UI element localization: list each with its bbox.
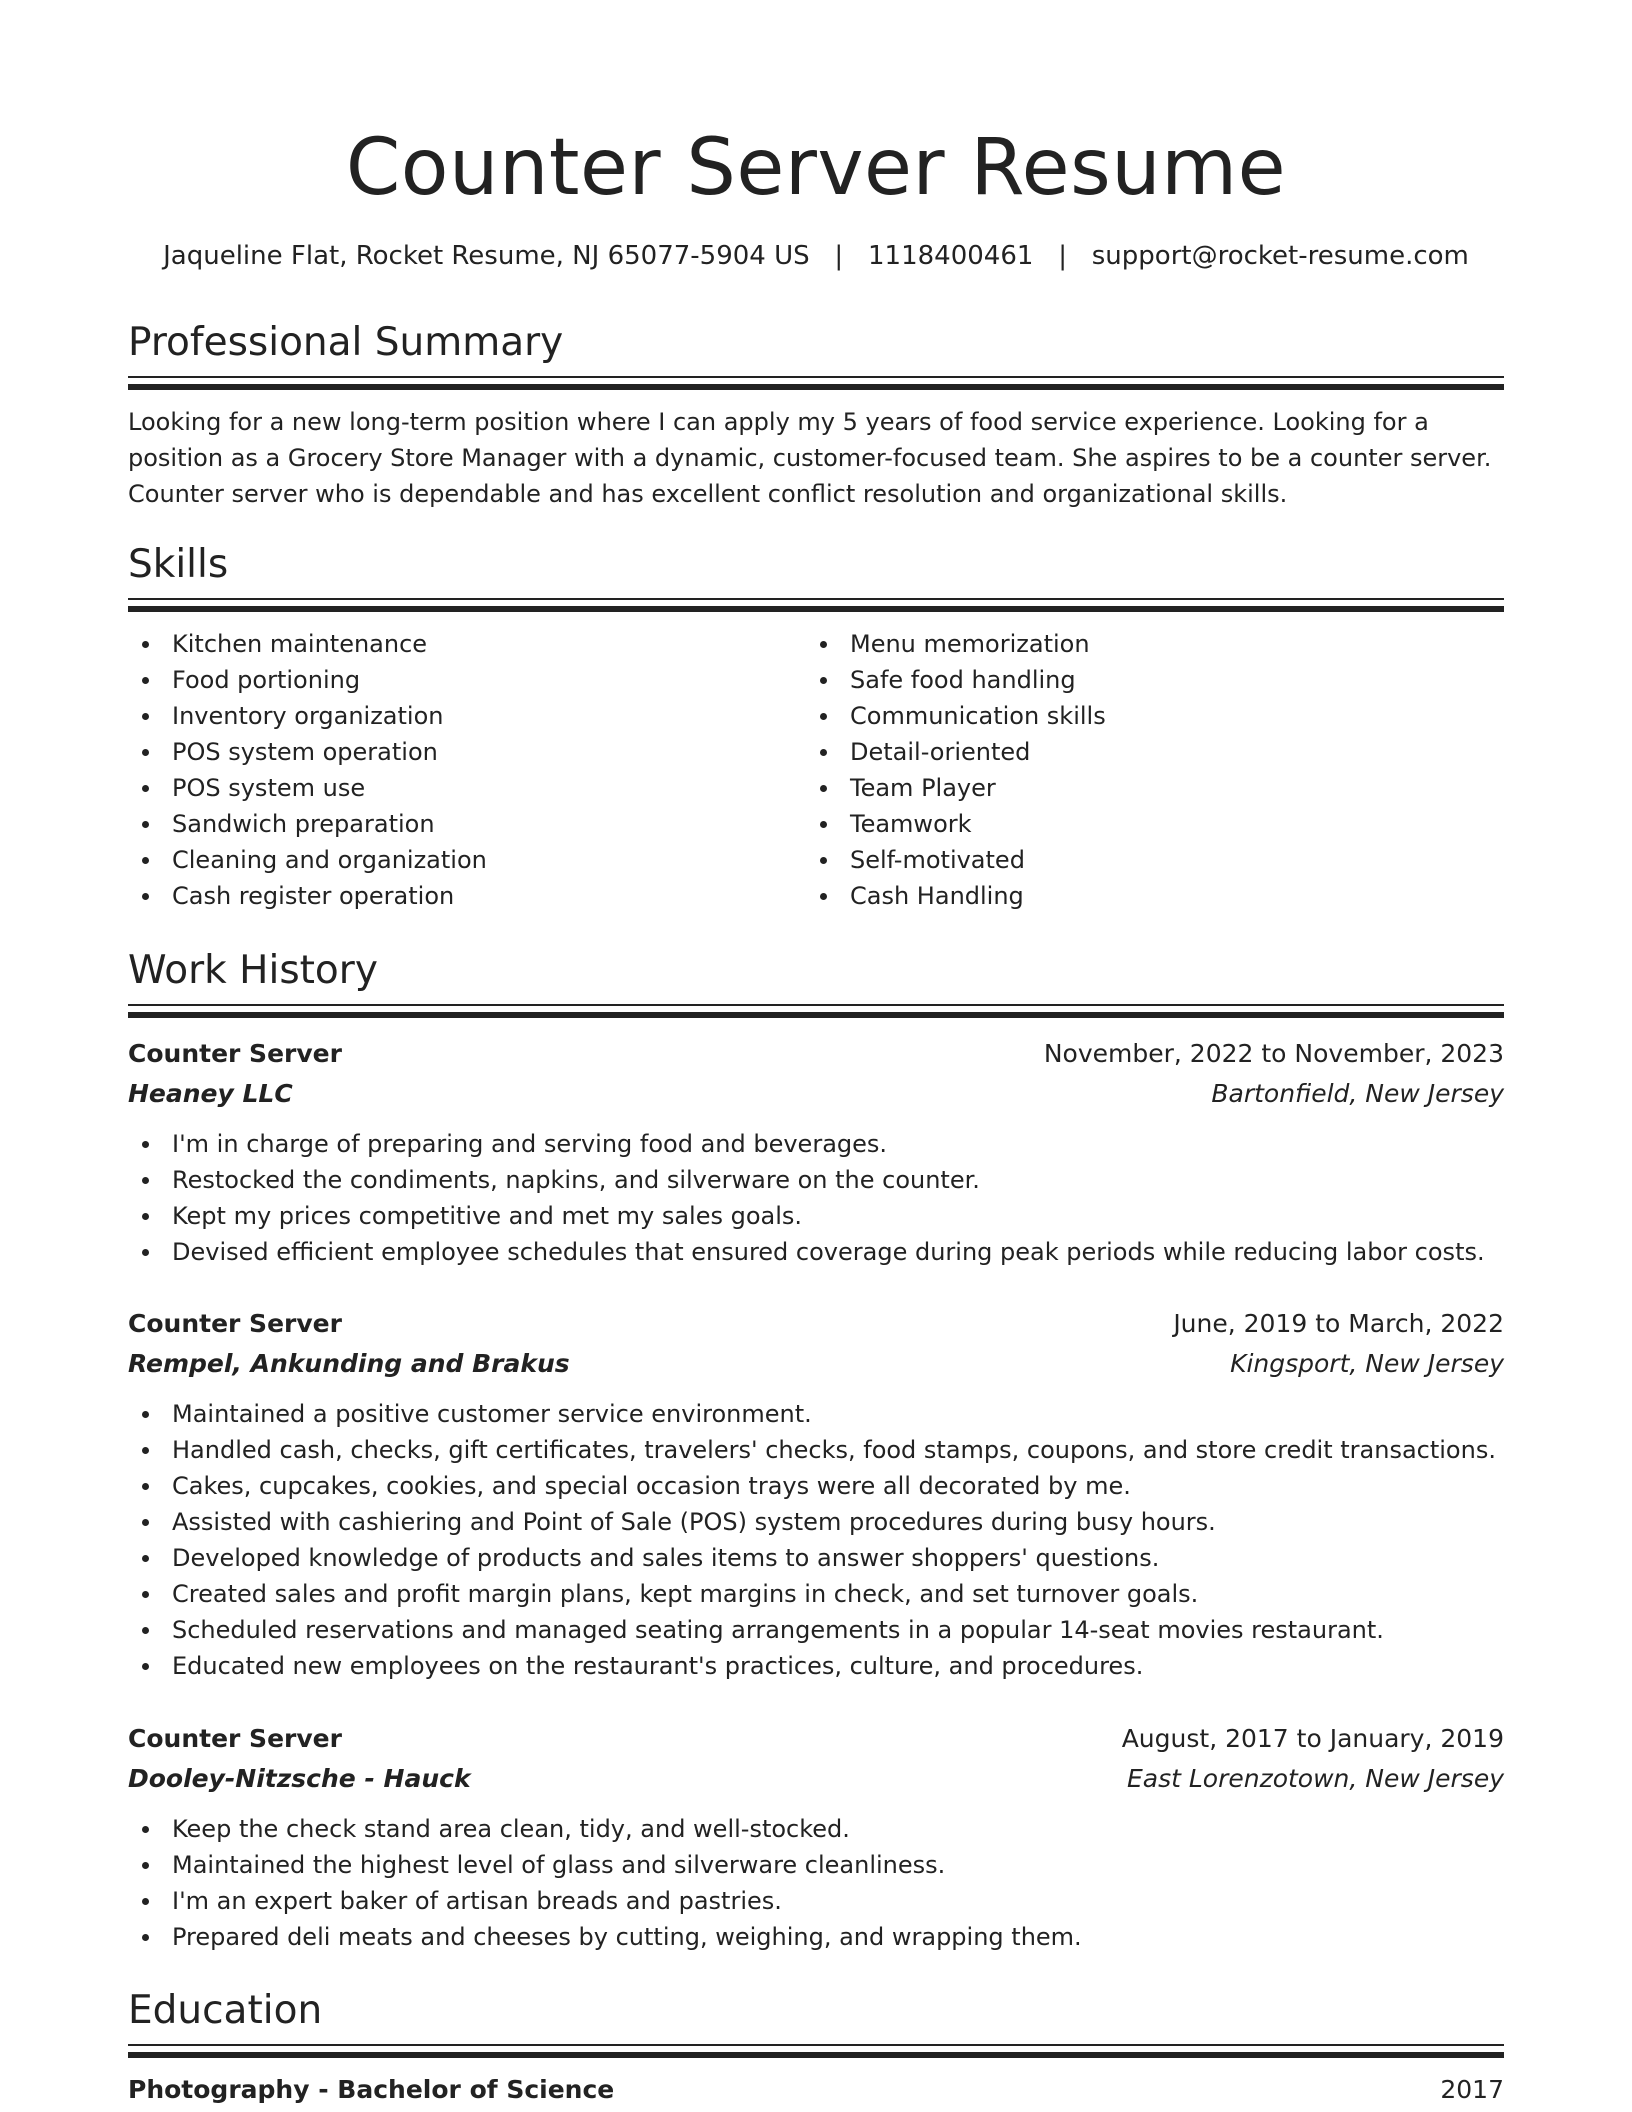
- skill-item: Self-motivated: [806, 842, 1106, 878]
- education-year: 2017: [1440, 2075, 1504, 2104]
- skill-item: POS system use: [128, 770, 487, 806]
- skill-item: Sandwich preparation: [128, 806, 487, 842]
- list-item: I'm an expert baker of artisan breads and pastries.: [128, 1883, 1504, 1919]
- skill-item: POS system operation: [128, 734, 487, 770]
- section-divider: [128, 598, 1504, 612]
- section-heading-skills: Skills: [128, 542, 229, 587]
- job-entry: [128, 1304, 1504, 1684]
- list-item: Cakes, cupcakes, cookies, and special occasion trays were all decorated by me.: [128, 1468, 1504, 1504]
- job-location: East Lorenzotown, New Jersey: [1126, 1764, 1504, 1793]
- job-location: Bartonfield, New Jersey: [1211, 1079, 1504, 1108]
- section-divider: [128, 376, 1504, 390]
- list-item: Maintained a positive customer service environment.: [128, 1396, 1504, 1432]
- job-title: Counter Server: [128, 1039, 342, 1068]
- section-heading-summary: Professional Summary: [128, 320, 564, 365]
- skill-item: Food portioning: [128, 662, 487, 698]
- job-dates: June, 2019 to March, 2022: [1173, 1309, 1504, 1338]
- page-title: Counter Server Resume: [345, 123, 1287, 213]
- skill-item: Cleaning and organization: [128, 842, 487, 878]
- list-item: Assisted with cashiering and Point of Sale (POS) system procedures during busy hours.: [128, 1504, 1504, 1540]
- list-item: Created sales and profit margin plans, kept margins in check, and set turnover goals.: [128, 1576, 1504, 1612]
- education-degree: Photography - Bachelor of Science: [128, 2075, 615, 2104]
- skill-item: Inventory organization: [128, 698, 487, 734]
- job-dates: August, 2017 to January, 2019: [1121, 1724, 1504, 1753]
- education-section: [128, 1986, 1504, 2104]
- job-company: Rempel, Ankunding and Brakus: [128, 1349, 570, 1378]
- list-item: Scheduled reservations and managed seating arrangements in a popular 14-seat movies restaurant.: [128, 1612, 1504, 1648]
- contact-phone: 1118400461: [867, 241, 1034, 271]
- contact-separator: |: [834, 241, 844, 271]
- work-history-section: [128, 946, 1504, 1951]
- list-item: Restocked the condiments, napkins, and silverware on the counter.: [128, 1162, 1504, 1198]
- list-item: Kept my prices competitive and met my sales goals.: [128, 1198, 1504, 1234]
- skills-list-left: [128, 626, 487, 914]
- job-dates: November, 2022 to November, 2023: [1043, 1039, 1504, 1068]
- contact-email: support@rocket-resume.com: [1091, 241, 1469, 271]
- list-item: Maintained the highest level of glass and silverware cleanliness.: [128, 1847, 1504, 1883]
- contact-line: [0, 238, 1632, 274]
- skill-item: Teamwork: [806, 806, 1106, 842]
- skill-item: Team Player: [806, 770, 1106, 806]
- job-bullets: [128, 1126, 1504, 1270]
- skills-list-right: [806, 626, 1106, 914]
- summary-text: Looking for a new long-term position where I can apply my 5 years of food service experience. Looking for a position as a Grocery Store Manager with a dynamic, customer-focused team. She aspires to be a counter server. Counter server who is dependable and has excellent conflict resolution and organizational skills.: [128, 408, 1492, 508]
- job-company: Dooley-Nitzsche - Hauck: [128, 1764, 471, 1793]
- list-item: Developed knowledge of products and sales items to answer shoppers' questions.: [128, 1540, 1504, 1576]
- skill-item: Safe food handling: [806, 662, 1106, 698]
- skills-section: [128, 540, 1504, 910]
- section-heading-work: Work History: [128, 948, 378, 993]
- list-item: Educated new employees on the restaurant's practices, culture, and procedures.: [128, 1648, 1504, 1684]
- list-item: I'm in charge of preparing and serving food and beverages.: [128, 1126, 1504, 1162]
- skill-item: Communication skills: [806, 698, 1106, 734]
- job-bullets: [128, 1396, 1504, 1684]
- job-title: Counter Server: [128, 1724, 342, 1753]
- job-title: Counter Server: [128, 1309, 342, 1338]
- skill-item: Detail-oriented: [806, 734, 1106, 770]
- job-entry: [128, 1719, 1504, 1955]
- job-entry: [128, 1034, 1504, 1270]
- skill-item: Cash Handling: [806, 878, 1106, 914]
- section-divider: [128, 1004, 1504, 1018]
- job-location: Kingsport, New Jersey: [1230, 1349, 1504, 1378]
- skill-item: Kitchen maintenance: [128, 626, 487, 662]
- skill-item: Cash register operation: [128, 878, 487, 914]
- list-item: Handled cash, checks, gift certificates, travelers' checks, food stamps, coupons, and store credit transactions.: [128, 1432, 1504, 1468]
- section-heading-education: Education: [128, 1988, 323, 2033]
- list-item: Devised efficient employee schedules that ensured coverage during peak periods while reducing labor costs.: [128, 1234, 1504, 1270]
- contact-address: Jaqueline Flat, Rocket Resume, NJ 65077-5904 US: [163, 241, 810, 271]
- education-entry: [128, 2070, 1504, 2110]
- summary-section: [128, 318, 1504, 508]
- list-item: Keep the check stand area clean, tidy, and well-stocked.: [128, 1811, 1504, 1847]
- list-item: Prepared deli meats and cheeses by cutting, weighing, and wrapping them.: [128, 1919, 1504, 1955]
- section-divider: [128, 2044, 1504, 2058]
- skill-item: Menu memorization: [806, 626, 1106, 662]
- job-bullets: [128, 1811, 1504, 1955]
- contact-separator: |: [1058, 241, 1067, 271]
- job-company: Heaney LLC: [128, 1079, 293, 1108]
